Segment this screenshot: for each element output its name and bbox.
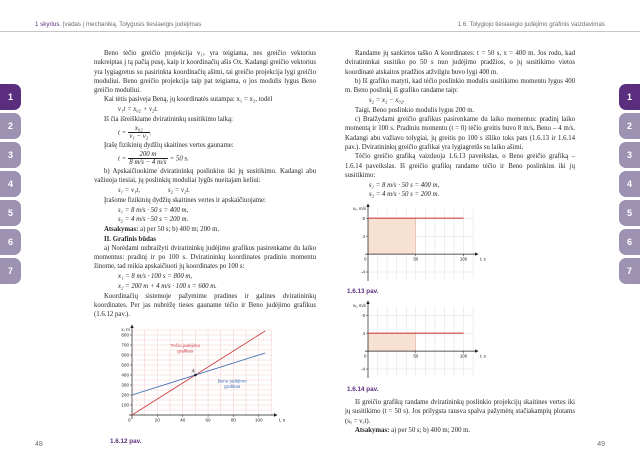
figure-1-6-12 — [110, 323, 316, 436]
x-tick-label: 100 — [459, 256, 468, 262]
fraction-denominator: 8 m/s − 4 m/s — [129, 159, 167, 167]
body-paragraph: b) Apskaičiuokime dviratininkų poslinkius iki jų susitikimo. Kadangi abu važiuoja tiesiai, jų poslinkių moduliai lygūs nueitajam keliui: — [94, 167, 316, 185]
section-tab-4: 4 — [0, 171, 21, 197]
body-paragraph: Įrašome fizikinių dydžių skaitines vertes ir apskaičiuojame: — [104, 196, 266, 204]
body-paragraph: Iš čia išreiškiame dviratininkų susitikimo laiką: — [104, 116, 233, 124]
left-page-text-column — [94, 49, 316, 450]
subsection-heading: II. Grafinis būdas — [104, 235, 156, 243]
x-tick-label: 0 — [364, 256, 367, 262]
x-tick-label: 50 — [413, 353, 419, 359]
body-paragraph: c) Braižydami greičio grafikus pasirenkame du laiko momentus: pradinį laiko momentą ir 100 s. Pradiniu momentu (t = 0) tėčio greitis buvo 8 m/s, Beno – 4 m/s. Kadangi abu važiavo tolygiai, jų greitis po 100 s išliko toks pats (1.6.13 ir 1.6.14 pav.). Dviratininkų greičio grafikai yra lygiagretūs su laiko ašimi. — [345, 116, 575, 151]
body-paragraph: Įrašę fizikinių dydžių skaitines vertes gauname: — [104, 142, 234, 150]
intersection-point-label: A — [191, 369, 195, 375]
fraction — [128, 125, 150, 141]
x-tick-label: 20 — [154, 417, 160, 423]
section-tab-3: 3 — [0, 142, 21, 168]
section-tab-5: 5 — [0, 200, 21, 226]
body-paragraph: Tėčio greičio grafiką vaizduoja 1.6.13 paveikslas, o Beno greičio grafiką – 1.6.14 paveikslas. Iš greičio grafikų randame tėčio ir Beno poslinkius iki jų susitikimo: — [345, 153, 575, 179]
formula: s₁ = v₁t, — [118, 187, 140, 195]
x-axis-label: t, s — [480, 256, 486, 262]
series-label: Beno judėjimo grafikas — [217, 378, 247, 389]
y-tick-label: 600 — [121, 352, 129, 358]
answer-line — [345, 426, 575, 435]
section-tab-1: 1 — [619, 84, 640, 110]
axis-x-arrow — [475, 350, 479, 353]
section-tab-2: 2 — [619, 113, 640, 139]
formula-fraction — [118, 151, 316, 167]
figure-1-6-13 — [350, 203, 575, 286]
body-paragraph: a) Norėdami nubraižyti dviratininkų judėjimo grafikus pasirenkame du laiko momentus: pradinį ir po 100 s. Dviratininkų koordinates pradiniu momentu žinome, tad reikia apskaičiuoti jų koordinates po 100 s: — [94, 244, 316, 271]
y-tick-label: 300 — [121, 382, 129, 388]
page-number-left: 48 — [35, 441, 43, 448]
y-tick-label: 8 — [362, 313, 365, 319]
body-paragraph: Kai tėtis pasiveja Beną, jų koordinatės sutampa: x₁ = x₂, todėl — [104, 96, 273, 104]
velocity-time-chart-father — [350, 203, 575, 286]
axis-x-arrow — [475, 252, 479, 255]
answer-text: a) per 50 s; b) 400 m; 200 m. — [389, 426, 471, 434]
formula-fraction — [118, 125, 316, 141]
chart-tick-labels — [121, 327, 286, 422]
velocity-time-chart-ben — [350, 300, 575, 383]
position-time-chart — [110, 323, 316, 436]
y-tick-label: 4 — [362, 331, 365, 337]
chart-svg — [350, 203, 492, 283]
y-tick-label: 700 — [121, 342, 129, 348]
body-paragraph: Iš greičio grafikų randame dviratininkų poslinkio projekcijų skaitines vertes iki jų susitikimo (t = 50 s). Jos prilygsta rausva spalva pažymėtų stačiakampių plotams (sₓ = vₓt). — [345, 398, 575, 425]
formula-rhs: = 50 s. — [167, 155, 189, 163]
x-tick-label: 0 — [364, 353, 367, 359]
x-axis-label: t, s — [480, 353, 486, 359]
y-tick-label: 800 — [121, 332, 129, 338]
page-number-right: 49 — [597, 441, 605, 448]
formula: s₁ = 8 m/s · 50 s = 400 m, — [118, 206, 189, 214]
series-line — [132, 353, 265, 395]
fraction-numerator: x₀₂ — [128, 125, 150, 133]
x-tick-label: 100 — [459, 353, 468, 359]
y-tick-label: 200 — [121, 392, 129, 398]
chapter-number-label: 1 skyrius. — [35, 21, 62, 28]
answer-label: Atsakymas: — [104, 226, 139, 234]
section-tab-5: 5 — [619, 200, 640, 226]
answer-line — [94, 225, 316, 234]
section-tab-6: 6 — [0, 229, 21, 255]
x-tick-label: 60 — [205, 417, 211, 423]
y-tick-label: 8 — [362, 215, 365, 221]
body-paragraph: b) Iš grafiko matyti, kad tėčio poslinkio modulis susitikimo momentu lygus 400 m. Beno poslinkį iš grafiko randame taip: — [345, 77, 575, 95]
figure-caption: 1.6.13 pav. — [347, 288, 379, 296]
answer-label: Atsakymas: — [355, 426, 390, 434]
axis-y-arrow — [366, 301, 369, 305]
y-axis-label: vₓ, m/s — [352, 303, 366, 309]
formula: s₂ = 4 m/s · 50 s = 200 m. — [118, 216, 189, 224]
y-tick-label: 100 — [121, 402, 129, 408]
displacement-area — [368, 333, 416, 351]
section-tab-3: 3 — [619, 142, 640, 168]
x-axis-label: t, s — [279, 417, 286, 423]
formula-rhs: . — [149, 129, 152, 137]
formula: s₂ = 4 m/s · 50 s = 200 m. — [369, 191, 440, 199]
figure-caption: 1.6.14 pav. — [347, 385, 379, 393]
y-tick-label: -4 — [361, 269, 365, 275]
chart-svg — [350, 300, 492, 380]
section-tab-1: 1 — [0, 84, 21, 110]
formula-pair — [118, 186, 316, 195]
body-paragraph: Koordinačių sistemoje pažymime pradines ir galines dviratininkų koordinates. Per jas nubrėžę tieses gauname tėčio ir Beno judėjimo grafikus (1.6.12 pav.). — [94, 292, 316, 319]
running-head-right — [458, 21, 605, 28]
right-page-text-column — [345, 49, 575, 435]
formula-lhs: t = — [118, 155, 128, 163]
axis-y-arrow — [130, 324, 133, 328]
fraction-numerator: 200 m — [128, 151, 168, 159]
x-tick-label: 40 — [180, 417, 186, 423]
section-tab-2: 2 — [0, 113, 21, 139]
formula: s₂ = v₂t. — [167, 187, 190, 195]
y-axis-label: vₓ, m/s — [352, 205, 366, 211]
chapter-title-label: Įvadas į mechaniką. Tolygusis tiesiaeigis judėjimas — [61, 21, 202, 28]
formula: x₁ = 8 m/s · 100 s = 800 m, — [118, 273, 193, 281]
formula: x₂ = 200 m + 4 m/s · 100 s = 600 m. — [118, 283, 217, 291]
section-tab-7: 7 — [619, 258, 640, 284]
formula: s₂ = x₂ − x₀₂. — [369, 96, 405, 104]
formula: v₁t = x₀₂ + v₂t. — [118, 106, 158, 114]
body-paragraph: Beno tėčio greičio projekcija v₁ₓ yra teigiama, nes greičio vektorius nukreiptas į tą pačią pusę, kaip ir koordinačių ašis Ox. Kadangi greičio vektorius yra lygiagretus su pasirinkta koordinačių ašimi, tai greičio projekcija lygi greičio moduliui. Beno greičio projekcija taip pat teigiama, o jos modulis lygus Beno greičio moduliui. — [94, 50, 316, 95]
x-tick-label: 100 — [254, 417, 263, 423]
axis-y-arrow — [366, 203, 369, 207]
displacement-area — [368, 218, 416, 254]
section-tab-7: 7 — [0, 258, 21, 284]
figure-1-6-14 — [350, 300, 575, 383]
section-tab-4: 4 — [619, 171, 640, 197]
x-tick-label: 50 — [413, 256, 419, 262]
header-rule — [0, 31, 640, 32]
fraction-denominator: v₁ − v₂ — [129, 133, 149, 141]
answer-text: a) per 50 s; b) 400 m; 200 m. — [138, 226, 220, 234]
formula-lhs: t = — [118, 129, 128, 137]
y-tick-label: -4 — [361, 367, 365, 373]
series-label: Tėčio judėjimo grafikas — [170, 342, 201, 354]
y-tick-label: 400 — [121, 372, 129, 378]
chart-svg — [110, 323, 288, 433]
running-head-left — [35, 21, 201, 28]
section-title-label: 1.6. Tolygiojo tiesiaeigio judėjimo grafinis vaizdavimas — [457, 21, 605, 28]
x-tick-label: 80 — [230, 417, 236, 423]
fraction — [128, 151, 168, 167]
y-axis-label: x, m — [121, 326, 130, 332]
body-paragraph: Randame jų sankirtos taško A koordinates: t = 50 s, x = 400 m. Jos rodo, kad dviratininkai susitiko po 50 s nuo judėjimo pradžios, o jų susitikimo vietos koordinatė atskaitos pradžios atžvilgiu buvo lygi 400 m. — [345, 50, 575, 76]
body-paragraph: Taigi, Beno poslinkio modulis lygus 200 m. — [355, 106, 475, 114]
formula: s₁ = 8 m/s · 50 s = 400 m, — [369, 181, 440, 189]
section-tabs-left — [0, 84, 21, 284]
figure-caption: 1.6.12 pav. — [110, 438, 142, 446]
x-tick-label: 0 — [127, 417, 131, 423]
y-tick-label: 4 — [362, 233, 365, 239]
section-tab-6: 6 — [619, 229, 640, 255]
section-tabs-right — [619, 84, 640, 284]
axis-x-arrow — [274, 413, 278, 416]
y-tick-label: 500 — [121, 362, 129, 368]
